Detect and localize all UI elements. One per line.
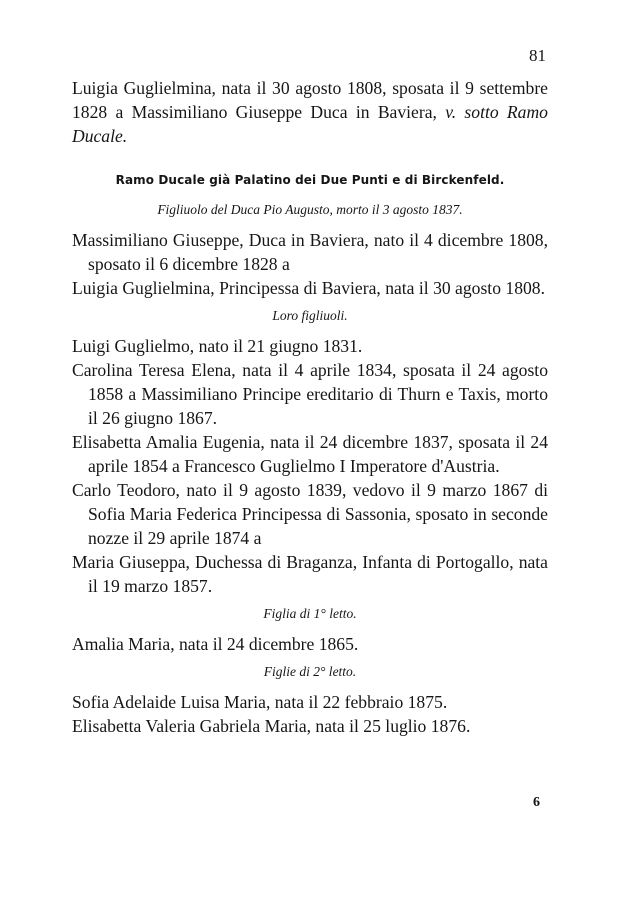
section-subheading: Figliuolo del Duca Pio Augusto, morto il 3 agosto 1837. — [157, 202, 463, 217]
second-marriage-label: Figlie di 2° letto. — [263, 664, 357, 679]
second-marriage-child: Sofia Adelaide Luisa Maria, nata il 22 febbraio 1875. — [72, 692, 448, 712]
intro-text: Luigia Guglielmina, nata il 30 agosto 1808, sposata il 9 settembre 1828 a Massimiliano Giuseppe Duca in Baviera, — [72, 78, 548, 122]
children-label: Loro figliuoli. — [272, 308, 348, 323]
page-number: 81 — [529, 46, 546, 65]
page-text — [72, 76, 548, 738]
child-entry: Luigi Guglielmo, nato il 21 giugno 1831. — [72, 336, 363, 356]
parent-entry: Luigia Guglielmina, Principessa di Baviera, nata il 30 agosto 1808. — [72, 278, 545, 298]
section-heading: Ramo Ducale già Palatino dei Due Punti e di Birckenfeld. — [115, 173, 505, 187]
first-marriage-label: Figlia di 1° letto. — [263, 606, 357, 621]
child-entry: Maria Giuseppa, Duchessa di Braganza, Infanta di Portogallo, nata il 19 marzo 1857. — [72, 552, 548, 596]
signature-mark: 6 — [533, 795, 540, 810]
second-marriage-child: Elisabetta Valeria Gabriela Maria, nata il 25 luglio 1876. — [72, 716, 471, 736]
intro-ref-text: sotto Ramo Ducale. — [72, 102, 548, 146]
intro-entry — [72, 76, 548, 148]
parent-entry: Massimiliano Giuseppe, Duca in Baviera, nato il 4 dicembre 1808, sposato il 6 dicembre 1828 a — [72, 230, 548, 274]
first-marriage-child: Amalia Maria, nata il 24 dicembre 1865. — [72, 634, 359, 654]
intro-ref-prefix: v. — [445, 102, 457, 122]
child-entry: Carolina Teresa Elena, nata il 4 aprile 1834, sposata il 24 agosto 1858 a Massimiliano Principe ereditario di Thurn e Taxis, morto il 26 giugno 1867. — [72, 360, 548, 428]
child-entry: Elisabetta Amalia Eugenia, nata il 24 dicembre 1837, sposata il 24 aprile 1854 a Francesco Guglielmo I Imperatore d'Austria. — [72, 432, 548, 476]
child-entry: Carlo Teodoro, nato il 9 agosto 1839, vedovo il 9 marzo 1867 di Sofia Maria Federica Principessa di Sassonia, sposato in seconde nozze il 29 aprile 1874 a — [72, 480, 548, 548]
